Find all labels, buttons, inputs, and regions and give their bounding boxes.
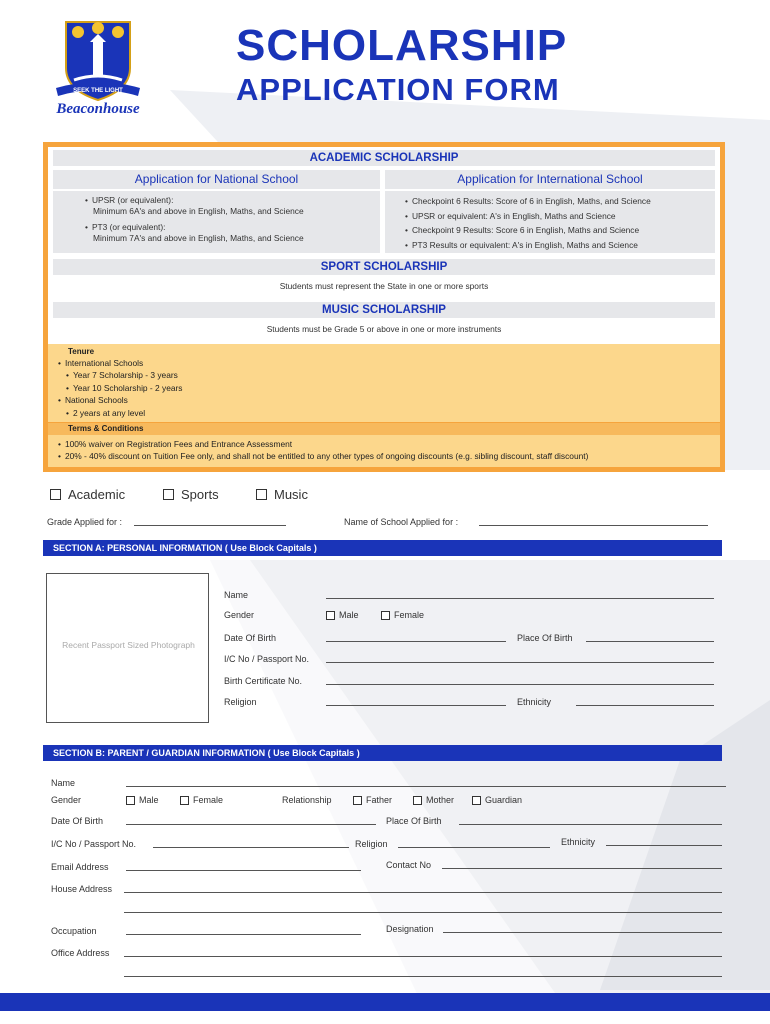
b-designation-label: Designation <box>386 924 434 934</box>
b-gender-label: Gender <box>51 795 82 805</box>
b-relationship-label: Relationship <box>282 795 332 805</box>
b-dob-field[interactable] <box>126 824 376 825</box>
academic-scholarship-heading: ACADEMIC SCHOLARSHIP <box>53 150 715 166</box>
section-b-heading: SECTION B: PARENT / GUARDIAN INFORMATION ( Use Block Capitals ) <box>43 745 722 761</box>
b-email-field[interactable] <box>126 870 361 871</box>
a-religion-label: Religion <box>224 697 257 707</box>
photo-box[interactable] <box>46 573 209 723</box>
academic-option-label: Academic <box>68 487 126 502</box>
a-dob-field[interactable] <box>326 641 506 642</box>
b-female-checkbox[interactable] <box>180 794 223 806</box>
b-name-field[interactable] <box>126 786 726 787</box>
b-mother-checkbox[interactable] <box>413 794 454 806</box>
b-contact-label: Contact No <box>386 860 432 870</box>
a-name-field[interactable] <box>326 598 714 599</box>
a-birth-cert-label: Birth Certificate No. <box>224 676 303 686</box>
b-guardian-checkbox[interactable] <box>472 794 522 806</box>
beaconhouse-logo <box>38 18 158 118</box>
sports-option-label: Sports <box>181 487 219 502</box>
national-item-2-line1: • PT3 (or equivalent): <box>85 222 380 233</box>
a-male-label: Male <box>339 610 359 620</box>
terms-heading: Terms & Conditions <box>48 423 720 435</box>
b-house-label: House Address <box>51 884 113 894</box>
b-mother-label: Mother <box>426 795 455 805</box>
b-female-label: Female <box>193 795 224 805</box>
b-ethnicity-field[interactable] <box>606 845 722 846</box>
b-father-label: Father <box>366 795 393 805</box>
terms-panel <box>48 435 720 467</box>
b-designation-field[interactable] <box>443 932 722 933</box>
tenure-year10: • Year 10 Scholarship - 2 years <box>58 382 710 394</box>
national-requirements <box>53 191 380 253</box>
a-name-label: Name <box>224 590 249 600</box>
music-scholarship-heading: MUSIC SCHOLARSHIP <box>53 302 715 318</box>
a-ethnicity-field[interactable] <box>576 705 714 706</box>
national-item-1-line1: • UPSR (or equivalent): <box>85 195 380 206</box>
international-item: • PT3 Results or equivalent: A's in English, Maths and Science <box>405 238 715 253</box>
tenure-national: • National Schools <box>58 394 710 406</box>
terms-item-1: • 100% waiver on Registration Fees and Entrance Assessment <box>58 438 710 450</box>
b-religion-label: Religion <box>355 839 388 849</box>
photo-placeholder-text: Recent Passport Sized Photograph <box>62 640 195 650</box>
international-requirements <box>385 191 715 253</box>
b-ic-field[interactable] <box>153 847 349 848</box>
international-item: • Checkpoint 6 Results: Score of 6 in English, Maths, and Science <box>405 194 715 209</box>
music-scholarship-text: Students must be Grade 5 or above in one or more instruments <box>266 324 502 334</box>
a-female-label: Female <box>394 610 425 620</box>
a-female-checkbox[interactable] <box>381 609 424 621</box>
a-pob-label: Place Of Birth <box>517 633 573 643</box>
b-office-field[interactable] <box>124 956 722 957</box>
b-guardian-label: Guardian <box>485 795 523 805</box>
b-contact-field[interactable] <box>442 868 722 869</box>
b-ic-label: I/C No / Passport No. <box>51 839 137 849</box>
section-a-heading: SECTION A: PERSONAL INFORMATION ( Use Block Capitals ) <box>43 540 722 556</box>
a-pob-field[interactable] <box>586 641 714 642</box>
tenure-national-detail: • 2 years at any level <box>58 407 710 419</box>
national-item-2-line2: Minimum 7A's and above in English, Maths, and Science <box>93 233 304 243</box>
a-gender-label: Gender <box>224 610 255 620</box>
b-ethnicity-label: Ethnicity <box>561 837 596 847</box>
b-pob-field[interactable] <box>459 824 722 825</box>
tenure-international: • International Schools <box>58 357 710 369</box>
b-occupation-field[interactable] <box>126 934 361 935</box>
international-item: • UPSR or equivalent: A's in English, Maths and Science <box>405 209 715 224</box>
grade-applied-label: Grade Applied for : <box>47 517 123 527</box>
tenure-panel <box>48 344 720 422</box>
footer-bar <box>0 993 770 1011</box>
b-dob-label: Date Of Birth <box>51 816 104 826</box>
a-birth-cert-field[interactable] <box>326 684 714 685</box>
b-occupation-label: Occupation <box>51 926 97 936</box>
b-house-field-line2[interactable] <box>124 912 722 913</box>
tenure-heading: Tenure <box>68 347 95 356</box>
academic-checkbox[interactable] <box>50 487 125 502</box>
tenure-year7: • Year 7 Scholarship - 3 years <box>58 369 710 381</box>
grade-applied-field[interactable] <box>134 525 286 526</box>
national-school-heading: Application for National School <box>53 170 380 189</box>
logo-ribbon-text: SEEK THE LIGHT <box>73 88 123 94</box>
a-ethnicity-label: Ethnicity <box>517 697 552 707</box>
b-email-label: Email Address <box>51 862 109 872</box>
music-checkbox[interactable] <box>256 487 308 502</box>
b-male-checkbox[interactable] <box>126 794 159 806</box>
b-father-checkbox[interactable] <box>353 794 392 806</box>
sport-scholarship-text: Students must represent the State in one or more sports <box>279 281 489 291</box>
school-applied-label: Name of School Applied for : <box>344 517 459 527</box>
a-male-checkbox[interactable] <box>326 609 359 621</box>
beaconhouse-crest-icon <box>38 18 158 118</box>
page-title: SCHOLARSHIP <box>236 21 568 70</box>
school-applied-field[interactable] <box>479 525 708 526</box>
b-house-field[interactable] <box>124 892 722 893</box>
b-office-label: Office Address <box>51 948 110 958</box>
b-religion-field[interactable] <box>398 847 550 848</box>
scholarship-info-box <box>43 142 725 472</box>
a-dob-label: Date Of Birth <box>224 633 277 643</box>
logo-name: Beaconhouse <box>56 101 140 117</box>
b-name-label: Name <box>51 778 76 788</box>
b-male-label: Male <box>139 795 159 805</box>
a-ic-field[interactable] <box>326 662 714 663</box>
a-ic-label: I/C No / Passport No. <box>224 654 310 664</box>
sport-scholarship-heading: SPORT SCHOLARSHIP <box>53 259 715 275</box>
a-religion-field[interactable] <box>326 705 506 706</box>
national-item-1-line2: Minimum 6A's and above in English, Maths, and Science <box>93 206 304 216</box>
page-subtitle: APPLICATION FORM <box>236 72 560 107</box>
b-pob-label: Place Of Birth <box>386 816 442 826</box>
sports-checkbox[interactable] <box>163 487 219 502</box>
b-office-field-line2[interactable] <box>124 976 722 977</box>
terms-item-2: • 20% - 40% discount on Tuition Fee only, and shall not be entitled to any other types of ongoing discounts (e.g. sibling discount, staff discount) <box>58 450 710 462</box>
music-option-label: Music <box>274 487 308 502</box>
international-school-heading: Application for International School <box>385 170 715 189</box>
international-item: • Checkpoint 9 Results: Score 6 in English, Maths and Science <box>405 223 715 238</box>
